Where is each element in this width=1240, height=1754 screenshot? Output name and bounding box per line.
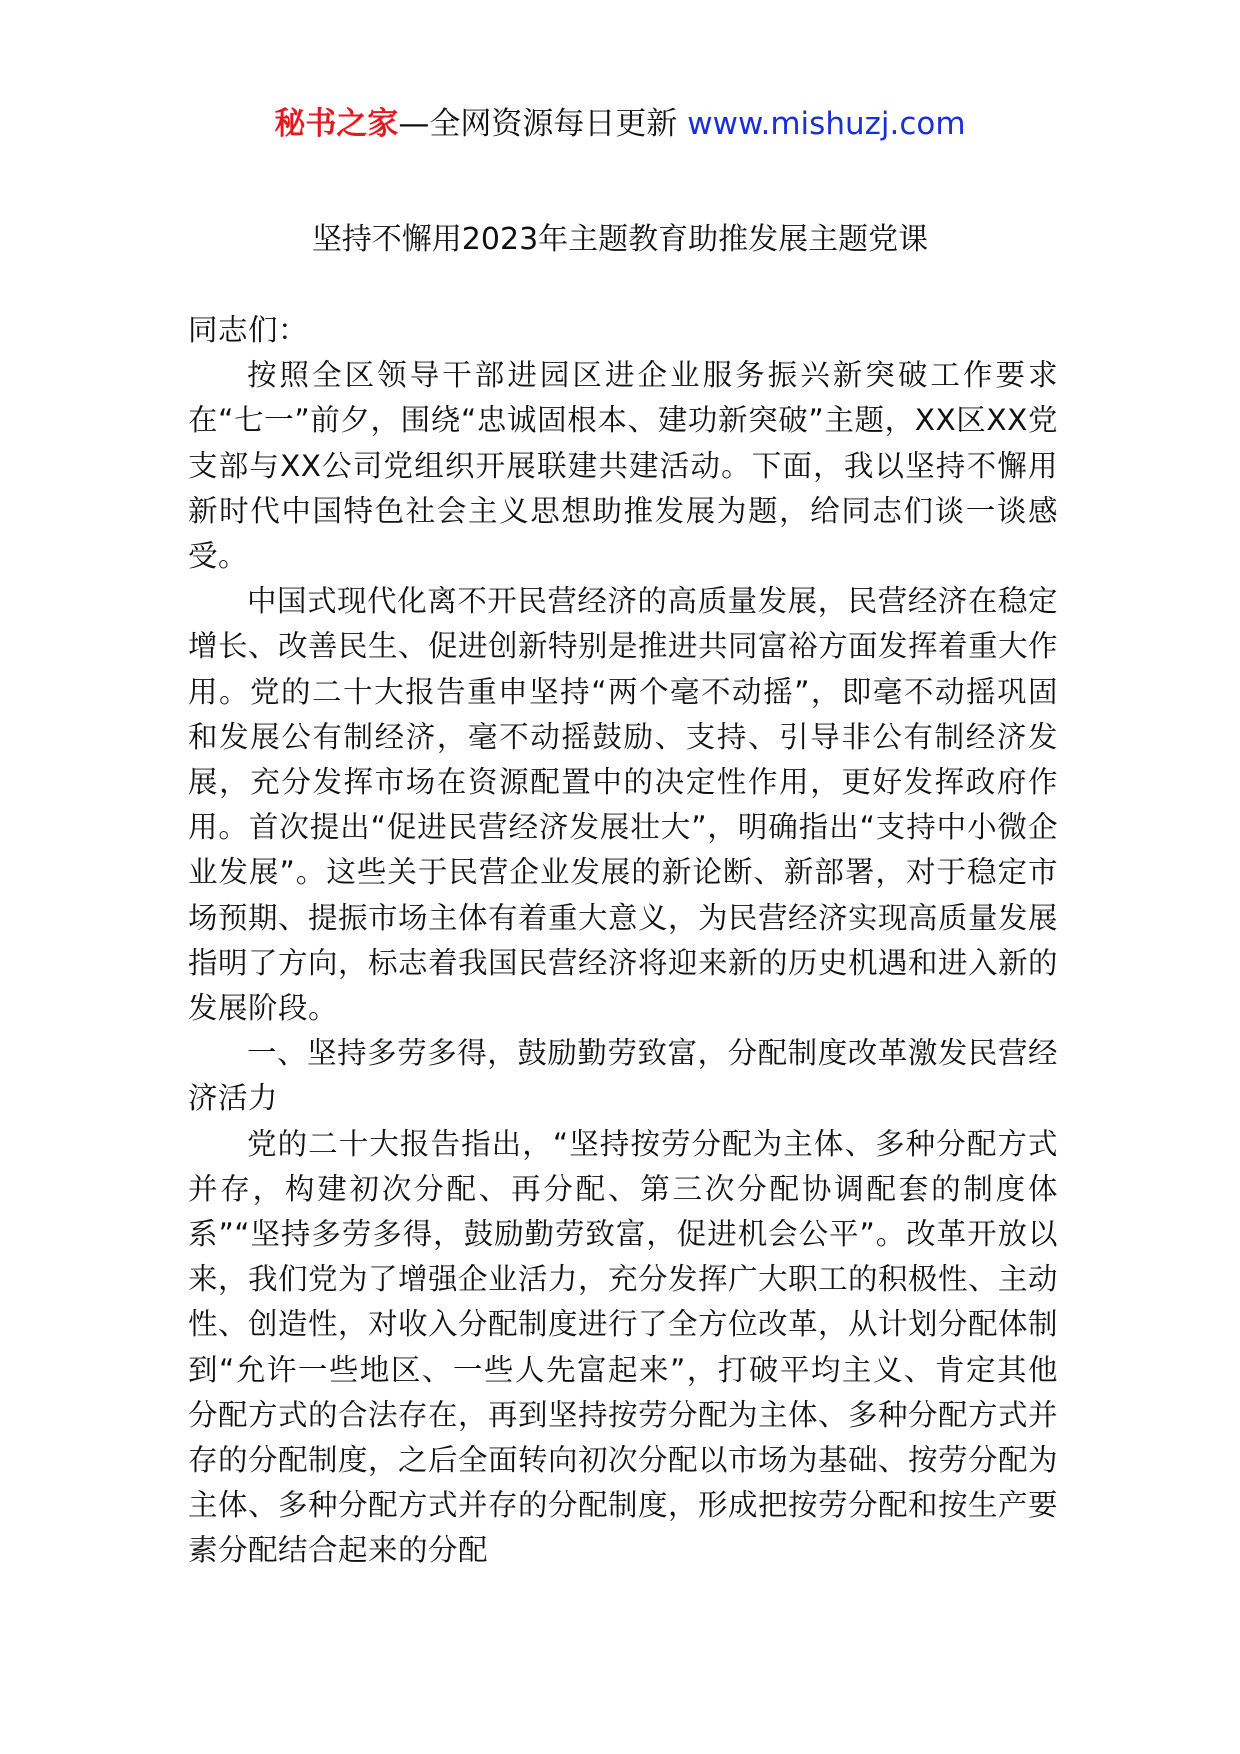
document-body [188,308,1058,1574]
paragraph-private-economy: 中国式现代化离不开民营经济的高质量发展，民营经济在稳定增长、改善民生、促进创新特别是推进共同富裕方面发挥着重大作用。党的二十大报告重申坚持“两个毫不动摇”，即毫不动摇巩固和发展公有制经济，毫不动摇鼓励、支持、引导非公有制经济发展，充分发挥市场在资源配置中的决定性作用，更好发挥政府作用。首次提出“促进民营经济发展壮大”，明确指出“支持中小微企业发展”。这些关于民营企业发展的新论断、新部署，对于稳定市场预期、提振市场主体有着重大意义，为民营经济实现高质量发展指明了方向，标志着我国民营经济将迎来新的历史机遇和进入新的发展阶段。 [188,584,1059,1026]
salutation: 同志们： [188,313,309,347]
paragraph-intro: 按照全区领导干部进园区进企业服务振兴新突破工作要求在“七一”前夕，围绕“忠诚固根本、建功新突破”主题，XX区XX党支部与XX公司党组织开展联建共建活动。下面，我以坚持不懈用新时代中国特色社会主义思想助推发展为题，给同志们谈一谈感受。 [188,358,1058,574]
paragraph-distribution-reform: 党的二十大报告指出，“坚持按劳分配为主体、多种分配方式并存，构建初次分配、再分配、第三次分配协调配套的制度体系”“坚持多劳多得，鼓励勤劳致富，促进机会公平”。改革开放以来，我们党为了增强企业活力，充分发挥广大职工的积极性、主动性、创造性，对收入分配制度进行了全方位改革，从计划分配体制到“允许一些地区、一些人先富起来”，打破平均主义、肯定其他分配方式的合法存在，再到坚持按劳分配为主体、多种分配方式并存的分配制度，之后全面转向初次分配以市场为基础、按劳分配为主体、多种分配方式并存的分配制度，形成把按劳分配和按生产要素分配结合起来的分配 [188,1126,1059,1568]
section-heading-1: 一、坚持多劳多得，鼓励勤劳致富，分配制度改革激发民营经济活力 [188,1036,1058,1116]
site-url-link[interactable]: www.mishuzj.com [687,106,966,142]
brand-name: 秘书之家 [274,106,399,142]
header-tagline: —全网资源每日更新 [398,106,688,142]
document-title: 坚持不懈用2023年主题教育助推发展主题党课 [311,222,929,257]
site-header [0,104,1240,144]
